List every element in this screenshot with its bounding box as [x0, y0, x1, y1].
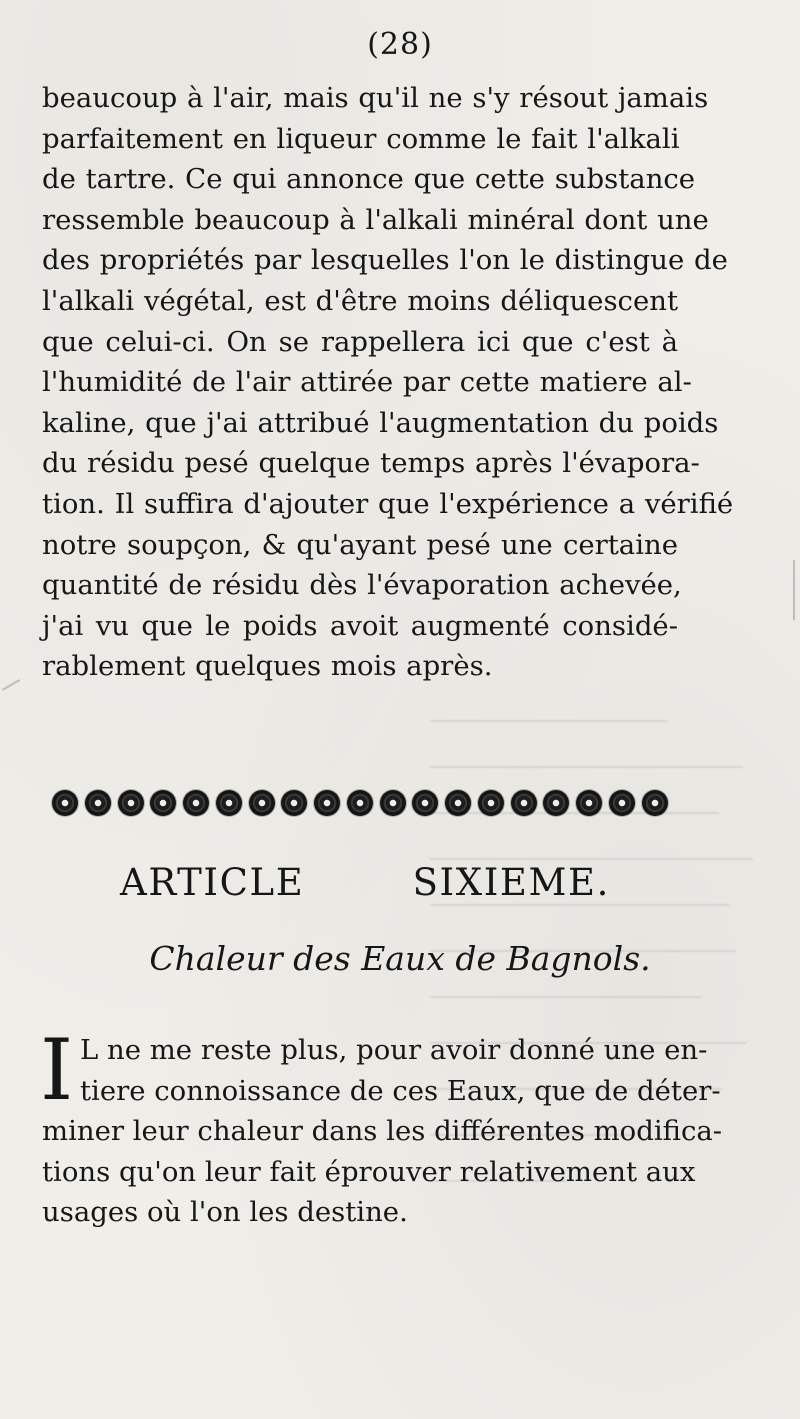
- heading-word: ARTICLE: [120, 861, 305, 904]
- fleuron-ornament: [314, 790, 340, 816]
- fleuron-ornament: [445, 790, 471, 816]
- text-line: quantité de résidu dès l'évaporation achevée,: [42, 569, 682, 602]
- fleuron-ornament: [412, 790, 438, 816]
- fleuron-ornament: [216, 790, 242, 816]
- fleuron-ornament: [281, 790, 307, 816]
- text-line: usages où l'on les destine.: [42, 1196, 408, 1229]
- fleuron-ornament: [609, 790, 635, 816]
- heading-word: SIXIEME.: [412, 861, 610, 904]
- fleuron-ornament: [249, 790, 275, 816]
- text-line: des propriétés par lesquelles l'on le distingue de: [42, 244, 728, 277]
- drop-cap: I: [40, 1021, 74, 1119]
- text-line: notre soupçon, & qu'ayant pesé une certaine: [42, 528, 678, 561]
- text-line: tion. Il suffira d'ajouter que l'expérience a vérifié: [42, 487, 734, 520]
- text-line: rablement quelques mois après.: [42, 650, 493, 683]
- text-line: kaline, que j'ai attribué l'augmentation du poids: [42, 406, 719, 439]
- paragraph-1: [42, 78, 734, 687]
- fleuron-ornament: [118, 790, 144, 816]
- article-heading: [120, 861, 610, 904]
- fleuron-ornament: [543, 790, 569, 816]
- fleuron-ornament: [52, 790, 78, 816]
- text-line: L ne me reste plus, pour avoir donné une en-: [80, 1034, 708, 1066]
- text-line: beaucoup à l'air, mais qu'il ne s'y résout jamais: [42, 82, 709, 114]
- page-number: (28): [367, 27, 433, 62]
- fleuron-ornament: [150, 790, 176, 816]
- fleuron-ornament: [642, 790, 668, 816]
- text-line: tions qu'on leur fait éprouver relativement aux: [42, 1155, 696, 1188]
- text-line: que celui-ci. On se rappellera ici que c'est à: [42, 325, 678, 358]
- page-edge-mark: [793, 560, 795, 620]
- text-line: ressemble beaucoup à l'alkali minéral dont une: [42, 203, 709, 236]
- text-line: miner leur chaleur dans les différentes modifica-: [42, 1115, 723, 1148]
- fleuron-ornament: [576, 790, 602, 816]
- fleuron-ornament: [511, 790, 537, 816]
- article-subtitle: Chaleur des Eaux de Bagnols.: [149, 939, 651, 978]
- fleuron-ornament: [85, 790, 111, 816]
- ornament-divider: [52, 785, 668, 821]
- fleuron-ornament: [478, 790, 504, 816]
- text-line: l'alkali végétal, est d'être moins déliquescent: [42, 284, 678, 317]
- paragraph-2: [40, 1021, 723, 1233]
- text-line: j'ai vu que le poids avoit augmenté considé-: [42, 609, 678, 642]
- text-line: de tartre. Ce qui annonce que cette substance: [42, 163, 696, 196]
- fleuron-ornament: [347, 790, 373, 816]
- fleuron-ornament: [380, 790, 406, 816]
- page-edge-mark: [2, 679, 20, 691]
- fleuron-ornament: [183, 790, 209, 816]
- text-line: parfaitement en liqueur comme le fait l'alkali: [42, 122, 680, 155]
- text-line: du résidu pesé quelque temps après l'évapora-: [42, 447, 700, 480]
- text-line: tiere connoissance de ces Eaux, que de déter-: [80, 1074, 721, 1107]
- text-line: l'humidité de l'air attirée par cette matiere al-: [42, 366, 692, 399]
